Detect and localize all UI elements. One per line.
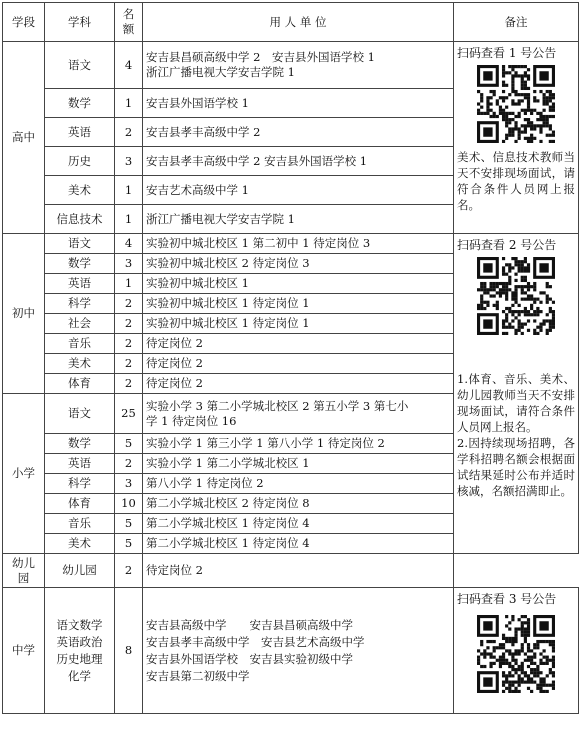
table-row bbox=[3, 234, 579, 254]
note-high bbox=[454, 42, 579, 234]
table-row bbox=[3, 42, 579, 89]
qr-code-icon bbox=[477, 65, 555, 143]
qr-code-icon bbox=[477, 615, 555, 693]
header-subject: 学科 bbox=[45, 3, 115, 42]
subject-cell: 美术 bbox=[45, 354, 115, 374]
subject-line: 化学 bbox=[68, 668, 91, 683]
subject-line: 历史地理 bbox=[56, 651, 103, 666]
table-row bbox=[3, 554, 579, 588]
unit-line: 安吉县高级中学 安吉县昌硕高级中学 bbox=[146, 617, 353, 632]
quota-cell: 2 bbox=[115, 554, 143, 588]
subject-cell bbox=[45, 588, 115, 714]
header-quota: 名额 bbox=[115, 3, 143, 42]
unit-cell: 待定岗位 2 bbox=[143, 354, 454, 374]
subject-cell: 社会 bbox=[45, 314, 115, 334]
note-secondary bbox=[454, 588, 579, 714]
quota-cell: 4 bbox=[115, 234, 143, 254]
subject-cell: 美术 bbox=[45, 534, 115, 554]
unit-line: 安吉县昌硕高级中学 2 安吉县外国语学校 1 bbox=[146, 50, 375, 64]
quota-cell: 3 bbox=[115, 147, 143, 176]
subject-cell: 音乐 bbox=[45, 514, 115, 534]
subject-cell: 数学 bbox=[45, 434, 115, 454]
subject-cell: 历史 bbox=[45, 147, 115, 176]
unit-line: 安吉县第二初级中学 bbox=[146, 668, 250, 683]
quota-cell: 2 bbox=[115, 118, 143, 147]
unit-cell bbox=[143, 394, 454, 434]
quota-cell: 1 bbox=[115, 274, 143, 294]
quota-cell: 5 bbox=[115, 514, 143, 534]
quota-cell: 2 bbox=[115, 354, 143, 374]
unit-cell: 待定岗位 2 bbox=[143, 554, 454, 588]
subject-cell: 科学 bbox=[45, 474, 115, 494]
unit-cell: 浙江广播电视大学安吉学院 1 bbox=[143, 205, 454, 234]
unit-cell: 第二小学城北校区 1 待定岗位 4 bbox=[143, 514, 454, 534]
unit-cell: 实验初中城北校区 1 第二初中 1 待定岗位 3 bbox=[143, 234, 454, 254]
subject-cell: 美术 bbox=[45, 176, 115, 205]
quota-cell: 3 bbox=[115, 254, 143, 274]
unit-cell: 待定岗位 2 bbox=[143, 374, 454, 394]
unit-line: 浙江广播电视大学安吉学院 1 bbox=[146, 65, 295, 79]
subject-cell: 英语 bbox=[45, 454, 115, 474]
subject-cell: 幼儿园 bbox=[45, 554, 115, 588]
note-middle-primary bbox=[454, 234, 579, 554]
unit-line: 安吉县孝丰高级中学 安吉县艺术高级中学 bbox=[146, 634, 365, 649]
unit-cell bbox=[143, 42, 454, 89]
unit-cell: 第八小学 1 待定岗位 2 bbox=[143, 474, 454, 494]
recruitment-table bbox=[2, 2, 579, 714]
unit-cell: 实验小学 1 第二小学城北校区 1 bbox=[143, 454, 454, 474]
header-remarks: 备注 bbox=[454, 3, 579, 42]
stage-primary: 小学 bbox=[3, 394, 45, 554]
subject-cell: 语文 bbox=[45, 394, 115, 434]
unit-cell: 安吉县孝丰高级中学 2 安吉县外国语学校 1 bbox=[143, 147, 454, 176]
quota-cell: 1 bbox=[115, 89, 143, 118]
quota-cell: 5 bbox=[115, 534, 143, 554]
subject-cell: 语文 bbox=[45, 42, 115, 89]
unit-cell: 第二小学城北校区 2 待定岗位 8 bbox=[143, 494, 454, 514]
stage-kinder bbox=[3, 554, 45, 588]
subject-line: 英语政治 bbox=[56, 634, 103, 649]
unit-cell: 实验初中城北校区 1 待定岗位 1 bbox=[143, 294, 454, 314]
note-text: 2.因持续现场招聘，各学科招聘名额会根据面试结果延时公布并适时核减，名额招满即止。 bbox=[457, 436, 575, 498]
unit-line: 实验小学 3 第二小学城北校区 2 第五小学 3 第七小 bbox=[146, 398, 409, 413]
stage-middle: 初中 bbox=[3, 234, 45, 394]
unit-cell: 安吉县孝丰高级中学 2 bbox=[143, 118, 454, 147]
stage-line: 园 bbox=[17, 570, 30, 585]
note-title: 扫码查看 1 号公告 bbox=[457, 46, 557, 60]
quota-cell: 3 bbox=[115, 474, 143, 494]
unit-cell: 安吉艺术高级中学 1 bbox=[143, 176, 454, 205]
quota-cell: 25 bbox=[115, 394, 143, 434]
unit-line: 学 1 待定岗位 16 bbox=[146, 413, 237, 428]
subject-cell: 语文 bbox=[45, 234, 115, 254]
quota-cell: 5 bbox=[115, 434, 143, 454]
quota-cell: 8 bbox=[115, 588, 143, 714]
unit-cell: 待定岗位 2 bbox=[143, 334, 454, 354]
header-row bbox=[3, 3, 579, 42]
quota-cell: 2 bbox=[115, 454, 143, 474]
quota-cell: 2 bbox=[115, 334, 143, 354]
table-row bbox=[3, 588, 579, 714]
subject-cell: 英语 bbox=[45, 118, 115, 147]
quota-cell: 1 bbox=[115, 176, 143, 205]
stage-high: 高中 bbox=[3, 42, 45, 234]
subject-cell: 信息技术 bbox=[45, 205, 115, 234]
subject-cell: 英语 bbox=[45, 274, 115, 294]
unit-cell: 实验初中城北校区 2 待定岗位 3 bbox=[143, 254, 454, 274]
note-text: 1.体育、音乐、美术、幼儿园教师当天不安排现场面试，请符合条件人员网上报名。 bbox=[457, 372, 575, 434]
qr-code-icon bbox=[477, 257, 555, 335]
subject-cell: 数学 bbox=[45, 254, 115, 274]
quota-cell: 10 bbox=[115, 494, 143, 514]
subject-cell: 音乐 bbox=[45, 334, 115, 354]
stage-secondary: 中学 bbox=[3, 588, 45, 714]
unit-line: 安吉县外国语学校 安吉县实验初级中学 bbox=[146, 651, 353, 666]
unit-cell: 实验初中城北校区 1 bbox=[143, 274, 454, 294]
subject-line: 语文数学 bbox=[56, 617, 103, 632]
subject-cell: 数学 bbox=[45, 89, 115, 118]
subject-cell: 体育 bbox=[45, 494, 115, 514]
header-stage: 学段 bbox=[3, 3, 45, 42]
note-title: 扫码查看 2 号公告 bbox=[457, 238, 557, 252]
unit-cell: 实验初中城北校区 1 待定岗位 1 bbox=[143, 314, 454, 334]
header-units: 用 人 单 位 bbox=[143, 3, 454, 42]
quota-cell: 2 bbox=[115, 374, 143, 394]
unit-cell: 安吉县外国语学校 1 bbox=[143, 89, 454, 118]
quota-cell: 1 bbox=[115, 205, 143, 234]
stage-line: 幼儿 bbox=[12, 555, 35, 570]
unit-cell: 第二小学城北校区 1 待定岗位 4 bbox=[143, 534, 454, 554]
note-title: 扫码查看 3 号公告 bbox=[457, 592, 557, 606]
quota-cell: 4 bbox=[115, 42, 143, 89]
subject-cell: 科学 bbox=[45, 294, 115, 314]
subject-cell: 体育 bbox=[45, 374, 115, 394]
unit-cell: 实验小学 1 第三小学 1 第八小学 1 待定岗位 2 bbox=[143, 434, 454, 454]
note-text: 美术、信息技术教师当天不安排现场面试，请符合条件人员网上报名。 bbox=[457, 150, 575, 212]
quota-cell: 2 bbox=[115, 314, 143, 334]
unit-cell bbox=[143, 588, 454, 714]
quota-cell: 2 bbox=[115, 294, 143, 314]
